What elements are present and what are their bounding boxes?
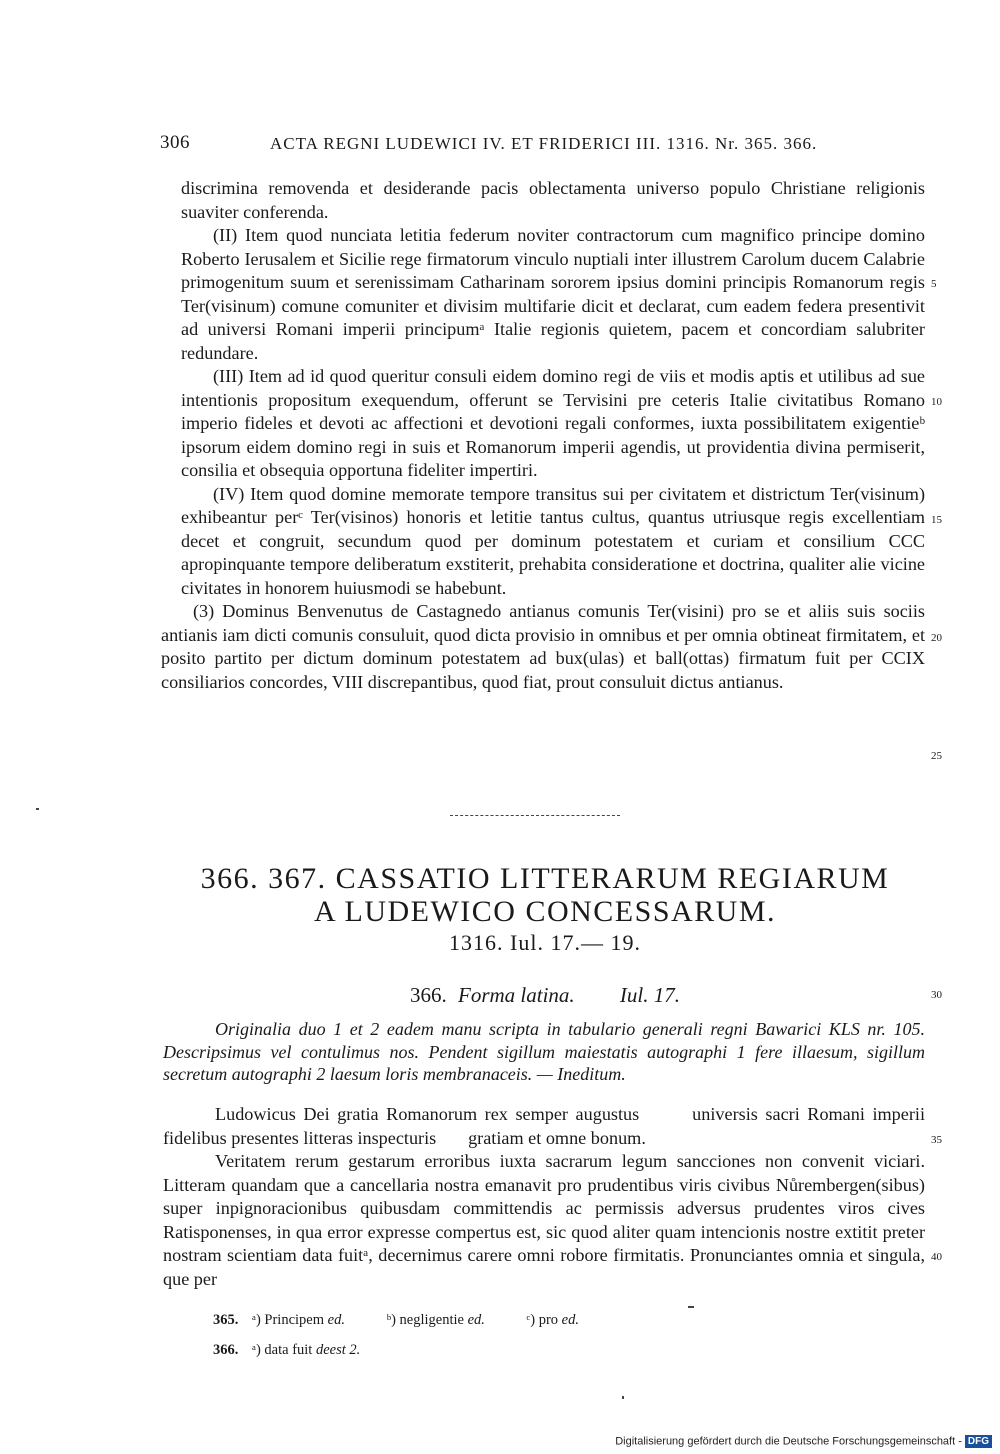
line-number: 10 <box>931 396 942 408</box>
section-divider <box>450 815 620 816</box>
footnote-ed: ed. <box>561 1312 579 1328</box>
footnote-deest: deest 2. <box>315 1342 361 1358</box>
paragraph-main: Veritatem rerum gestarum erroribus iuxta sacrarum legum sancciones non convenit viciari. Litteram quandam que a cancellaria nostra emanavit pro prudentibus viris civibus Nůrembergen(sibus) super inpignoracionibus quibusdam committendis ac permissis adversus prudentes viros cives Ratisponenses, in qua error expresse compertus est, sic quod aliter quam intencionis nostre extitit preter nostram scientiam data fuitᵃ, decernimus carere omni robore firmitatis. Pronunciantes omnia et singula, que per <box>163 1151 925 1289</box>
section-title-line2: A LUDEWICO CONCESSARUM. <box>313 895 777 928</box>
document-366-text <box>163 1103 930 1291</box>
footnote-ed: ed. <box>327 1312 345 1328</box>
footnote-ed: ed. <box>467 1312 485 1328</box>
line-number: 20 <box>931 632 942 644</box>
line-number: 25 <box>931 750 942 762</box>
subsection-number: 366. <box>410 983 447 1007</box>
footnote-a: ᵃ) data fuit <box>252 1342 313 1358</box>
scan-speck <box>688 1306 694 1308</box>
section-title-line1: 366. 367. CASSATIO LITTERARUM REGIARUM <box>200 862 890 895</box>
footnotes-365 <box>213 1312 617 1329</box>
paragraph-III: (III) Item ad id quod queritur consuli eidem domino regi de viis et modis aptis et utilibus ad sue intentionis propositum exequendum, offerunt se Tervisini pre ceteris Italie civitatibus Romano imperio fideles et devoti ac affectioni et devotioni regali conformes, iuxta possibilitatem exigentieᵇ ipsorum eidem domino regi in suis et Romanorum imperii agendis, ut providentia divina permiserit, consilia et obsequia opportuna fideliter impertiri. <box>181 366 925 480</box>
footnote-a: ᵃ) Principem <box>252 1312 325 1328</box>
line-number: 40 <box>931 1251 942 1263</box>
scan-speck <box>36 808 39 810</box>
paragraph-intro: discrimina removenda et desiderande pacis oblectamenta universo populo Christiane religionis suaviter conferenda. <box>181 178 925 222</box>
subsection-form: Forma latina. <box>458 983 575 1007</box>
page-number: 306 <box>160 132 190 153</box>
line-number: 15 <box>931 514 942 526</box>
document-365-text <box>161 177 925 694</box>
line-number: 5 <box>931 278 937 290</box>
section-title <box>160 862 930 928</box>
paragraph-IV: (IV) Item quod domine memorate tempore transitus sui per civitatem et districtum Ter(visinum) exhibeantur perᶜ Ter(visinos) honoris et letitie tantus cultus, quantus utriusque regis excellentiam decet et congruit, secundum quod per dominum potestatem et curiam et consilium CCC apropinquante tempore deliberatum exstiterit, prehabita consideratione et doctrina, qualiter alie vicine civitates in honorem huiusmodi se habebunt. <box>181 483 925 598</box>
footnote-number: 365. <box>213 1312 239 1328</box>
line-number: 30 <box>931 989 942 1001</box>
footnote-b: ᵇ) negligentie <box>386 1312 464 1328</box>
scan-speck <box>622 1396 624 1399</box>
footnote-c: ᶜ) pro <box>526 1312 559 1328</box>
subsection-date: Iul. 17. <box>619 983 680 1007</box>
edition-note <box>163 1018 925 1086</box>
paragraph-salutation: Ludowicus Dei gratia Romanorum rex semper augustus universis sacri Romani imperii fidelibus presentes litteras inspecturis gratiam et omne bonum. <box>163 1104 930 1148</box>
running-title: ACTA REGNI LUDEWICI IV. ET FRIDERICI III. 1316. Nr. 365. 366. <box>270 134 818 153</box>
paragraph-II: (II) Item quod nunciata letitia federum noviter contractorum cum magnifico principe domino Roberto Ierusalem et Sicilie rege firmatorum vinculo nuptiali inter illustrem Carolum ducem Calabrie primogenitum suum et serenissimam Catharinam sororem ipsius domini principis Romanorum regis Ter(visinum) comune comuniter et divisim multifarie dicit et declarat, cum eadem federa presentivit ad universi Romani imperii principumᵃ Italie regionis quietem, pacem et concordiam salubriter redundare. <box>181 225 925 363</box>
footnote-number: 366. <box>213 1342 239 1358</box>
paragraph-3: (3) Dominus Benvenutus de Castagnedo antianus comunis Ter(visini) pro se et aliis suis sociis antianis iam dicti comunis consuluit, quod dicta provisio in omnibus et per omnia obtineat firmitatem, et posito partito per dictum dominum potestatem ad bux(ulas) et ball(ottas) firmatum fuit per CCIX consiliarios concordes, VIII discrepantibus, quod fiat, prout consuluit dictus antianus. <box>161 601 925 692</box>
digitization-credit <box>615 1435 992 1448</box>
line-number: 35 <box>931 1134 942 1146</box>
footnotes-366 <box>213 1342 360 1359</box>
subsection-heading <box>160 983 930 1008</box>
dfg-logo-icon: DFG <box>965 1435 992 1448</box>
section-dates: 1316. Iul. 17.— 19. <box>449 930 641 955</box>
credit-text: Digitalisierung gefördert durch die Deutsche Forschungsgemeinschaft - <box>615 1435 962 1448</box>
edition-note-text: Originalia duo 1 et 2 eadem manu scripta in tabulario generali regni Bawarici KLS nr. 105. Descripsimus vel contulimus nos. Pendent sigillum maiestatis autographi 1 fere illaesum, sigillum secretum autographi 2 laesum loris membranaceis. — Ineditum. <box>163 1019 925 1084</box>
